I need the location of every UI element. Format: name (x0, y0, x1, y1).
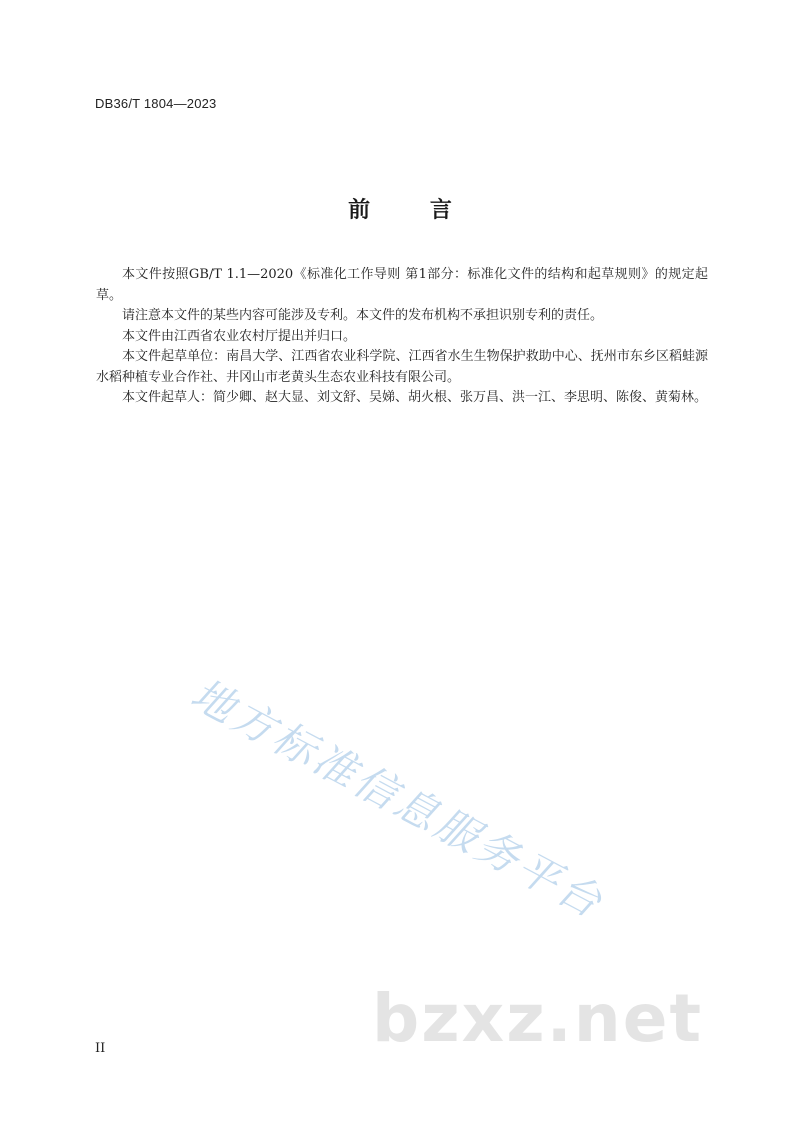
paragraph-drafting-units: 本文件起草单位：南昌大学、江西省农业科学院、江西省水生生物保护救助中心、抚州市东乡区稻蛙源水稻种植专业合作社、井冈山市老黄头生态农业科技有限公司。 (96, 349, 708, 385)
paragraph-drafters: 本文件起草人：简少卿、赵大显、刘文舒、吴娣、胡火根、张万昌、洪一江、李思明、陈俊、黄菊林。 (122, 390, 708, 405)
paragraph-standard-basis: 本文件按照GB/T 1.1—2020《标准化工作导则 第1部分：标准化文件的结构和起草规则》的规定起草。 (96, 267, 708, 303)
paragraph-patent-notice: 请注意本文件的某些内容可能涉及专利。本文件的发布机构不承担识别专利的责任。 (122, 308, 604, 323)
page-title: 前 言 (348, 198, 478, 223)
paragraph-proposer: 本文件由江西省农业农村厅提出并归口。 (122, 328, 357, 344)
document-code: DB36/T 1804—2023 (95, 96, 217, 111)
page-number: II (95, 1041, 106, 1056)
foreword-body (96, 265, 708, 409)
watermark-platform: 地方标准信息服务平台 (183, 669, 613, 929)
watermark-site: bzxz.net (372, 980, 704, 1057)
